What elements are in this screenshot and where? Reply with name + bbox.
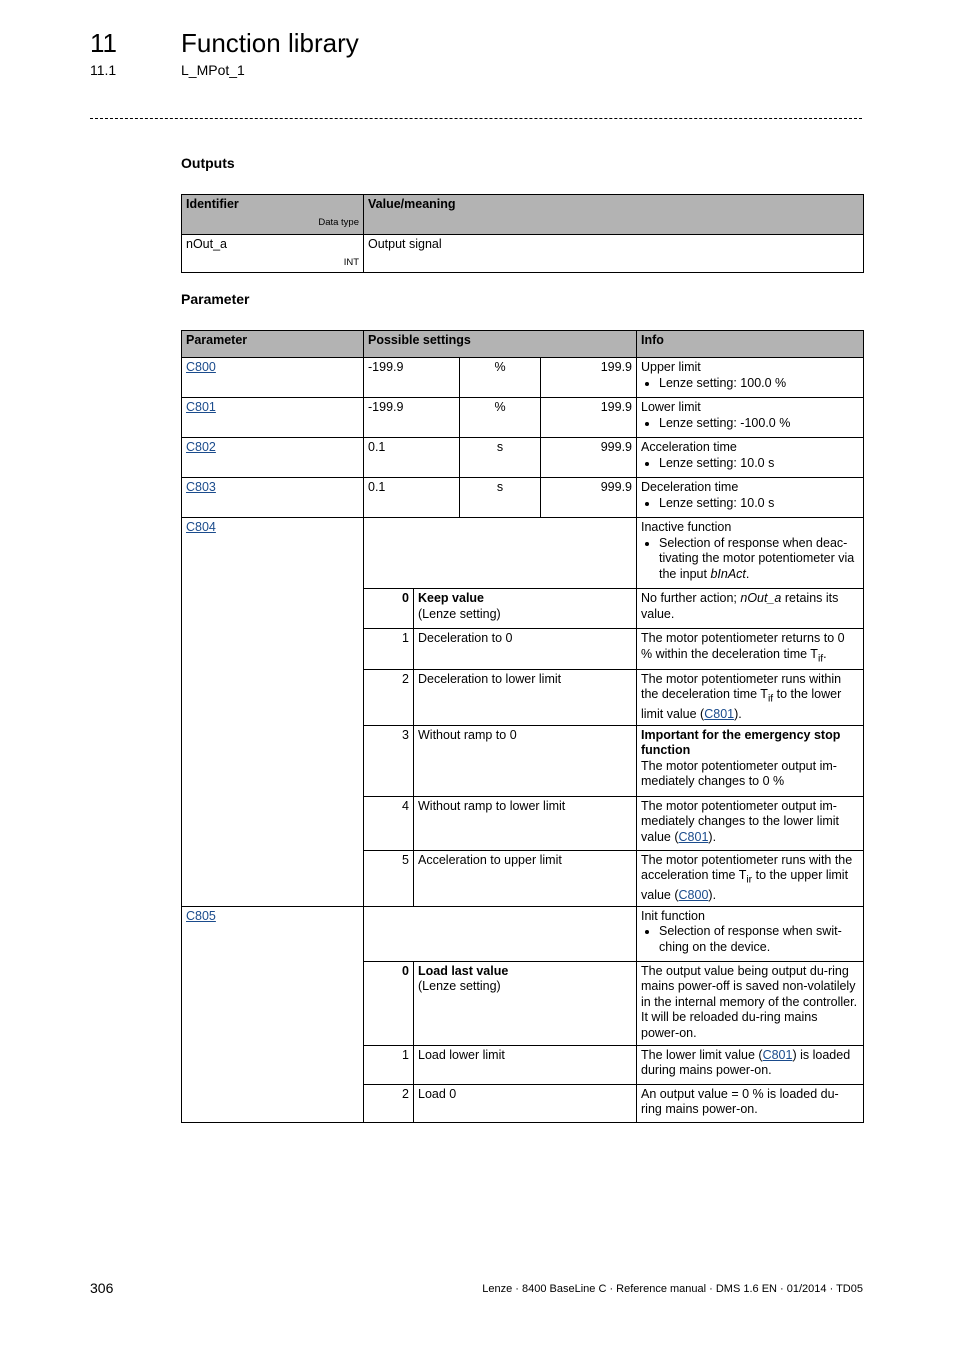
option-number: 4 <box>364 796 414 850</box>
option-number: 0 <box>364 961 414 1045</box>
range-info: Lower limit • Lenze setting: -100.0 % <box>637 398 864 438</box>
option-label: Deceleration to lower limit <box>414 669 637 725</box>
option-number: 5 <box>364 850 414 906</box>
option-label: Load 0 <box>414 1084 637 1122</box>
range-max: 999.9 <box>541 438 637 478</box>
output-identifier: nOut_a INT <box>182 235 364 273</box>
option-number: 2 <box>364 669 414 725</box>
range-max: 199.9 <box>541 358 637 398</box>
parameter-heading: Parameter <box>181 291 250 307</box>
range-info: Acceleration time • Lenze setting: 10.0 s <box>637 438 864 478</box>
col-possible-settings: Possible settings <box>364 331 637 358</box>
option-info: No further action; nOut_a retains its value. <box>637 589 864 629</box>
option-label: Without ramp to 0 <box>414 725 637 796</box>
range-min: 0.1 <box>364 438 460 478</box>
option-number: 3 <box>364 725 414 796</box>
table-row <box>182 358 864 398</box>
empty-cell <box>364 518 637 589</box>
option-number: 2 <box>364 1084 414 1122</box>
option-info: Important for the emergency stop function The motor potentiometer output im-mediately changes to 0 % <box>637 725 864 796</box>
option-number: 1 <box>364 1045 414 1084</box>
c805-info: Init function • Selection of response when swit-ching on the device. <box>637 906 864 961</box>
table-row <box>182 398 864 438</box>
table-row <box>182 906 864 961</box>
link-c801[interactable]: C801 <box>704 707 735 721</box>
section-number: 11.1 <box>90 62 117 78</box>
link-c800[interactable]: C800 <box>678 888 709 902</box>
col-info: Info <box>637 331 864 358</box>
range-info: Upper limit • Lenze setting: 100.0 % <box>637 358 864 398</box>
col-parameter: Parameter <box>182 331 364 358</box>
parameter-table <box>181 330 864 1123</box>
option-info: The output value being output du-ring mains power-off is saved non-volatilely in the internal memory of the controller. It will be reloaded du-ring mains power-on. <box>637 961 864 1045</box>
empty-cell <box>364 906 637 961</box>
option-number: 1 <box>364 629 414 670</box>
table-row <box>182 478 864 518</box>
option-info: The motor potentiometer runs within the deceleration time $T_{if}$ to the lower limit value (C801). <box>637 669 864 725</box>
section-title: L_MPot_1 <box>181 62 245 78</box>
option-label: Load lower limit <box>414 1045 637 1084</box>
option-label: Without ramp to lower limit <box>414 796 637 850</box>
header-divider <box>90 118 862 119</box>
option-info: The motor potentiometer runs with the acceleration time $T_{ir}$ to the upper limit value (C800). <box>637 850 864 906</box>
range-min: -199.9 <box>364 358 460 398</box>
outputs-table <box>181 194 864 273</box>
option-label: Deceleration to 0 <box>414 629 637 670</box>
link-c802[interactable]: C802 <box>186 440 216 454</box>
range-unit: % <box>460 398 541 438</box>
link-c801[interactable]: C801 <box>678 829 709 844</box>
range-unit: % <box>460 358 541 398</box>
chapter-number: 11 <box>90 28 117 58</box>
option-number: 0 <box>364 589 414 629</box>
range-unit: s <box>460 438 541 478</box>
link-c800[interactable]: C800 <box>186 360 216 374</box>
range-max: 199.9 <box>541 398 637 438</box>
col-identifier: Identifier Data type <box>182 195 364 235</box>
output-meaning: Output signal <box>364 235 864 273</box>
col-value-meaning: Value/meaning <box>364 195 864 235</box>
table-row <box>182 518 864 589</box>
option-info: The motor potentiometer returns to 0 % within the deceleration time $T_{if}$. <box>637 629 864 670</box>
option-info: The lower limit value (C801) is loaded during mains power-on. <box>637 1045 864 1084</box>
page-number: 306 <box>90 1280 114 1296</box>
range-min: -199.9 <box>364 398 460 438</box>
range-info: Deceleration time • Lenze setting: 10.0 s <box>637 478 864 518</box>
c804-info: Inactive function • Selection of response when deac-tivating the motor potentiometer via the input bInAct. <box>637 518 864 589</box>
table-row <box>182 438 864 478</box>
range-min: 0.1 <box>364 478 460 518</box>
option-info: An output value = 0 % is loaded du-ring mains power-on. <box>637 1084 864 1122</box>
outputs-heading: Outputs <box>181 155 235 171</box>
output-datatype: INT <box>343 256 359 268</box>
option-label: Keep value (Lenze setting) <box>414 589 637 629</box>
option-label: Acceleration to upper limit <box>414 850 637 906</box>
option-info: The motor potentiometer output im-mediately changes to the lower limit value (C801). <box>637 796 864 850</box>
link-c801[interactable]: C801 <box>186 400 216 414</box>
range-max: 999.9 <box>541 478 637 518</box>
link-c804[interactable]: C804 <box>186 520 216 534</box>
link-c801[interactable]: C801 <box>762 1047 793 1062</box>
footer-text: Lenze · 8400 BaseLine C · Reference manual · DMS 1.6 EN · 01/2014 · TD05 <box>482 1283 863 1295</box>
option-label: Load last value (Lenze setting) <box>414 961 637 1045</box>
range-unit: s <box>460 478 541 518</box>
link-c803[interactable]: C803 <box>186 480 216 494</box>
link-c805[interactable]: C805 <box>186 908 216 923</box>
chapter-title: Function library <box>181 28 359 58</box>
table-row <box>182 235 864 273</box>
col-datatype: Data type <box>318 216 359 228</box>
